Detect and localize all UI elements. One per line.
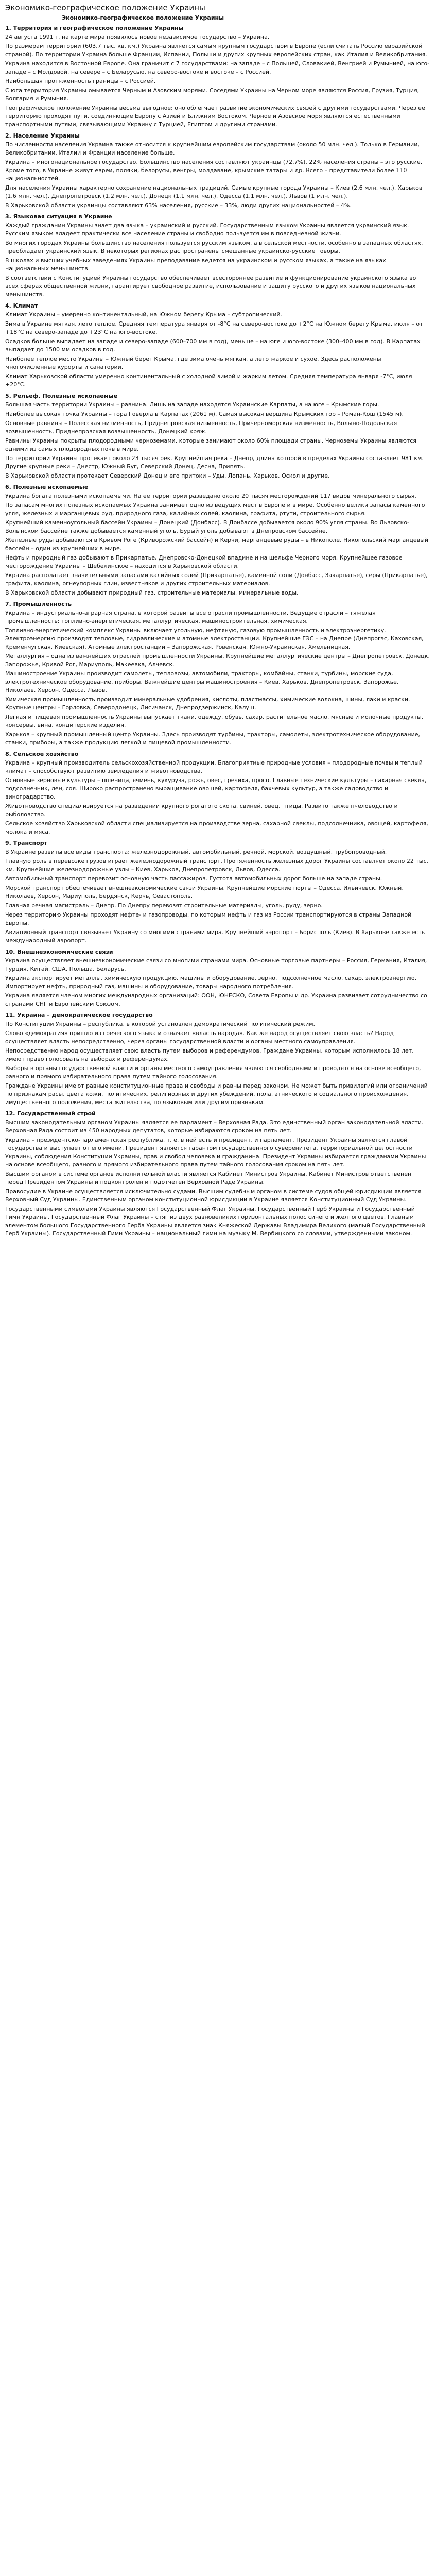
paragraph: Осадков больше выпадает на западе и северо-западе (600–700 мм в год), меньше – на юге и юго-востоке (300–400 мм в год). В Карпатах выпадает до 1500 мм осадков в год. [5,338,421,353]
paragraph: Машиностроение Украины производит самолеты, тепловозы, автомобили, тракторы, комбайны, станки, турбины, морские суда, электротехническое оборудование, приборы. Важнейшие центры машиностроения – Киев, Харьков, Днепропетровск, Запорожье, Николаев, Херсон, Одесса, Львов. [5,670,399,693]
paragraph: Украина находится в Восточной Европе. Она граничит с 7 государствами: на западе – с Польшей, Словакией, Венгрией и Румынией, на юго-западе – с Молдовой, на севере – с Беларусью, на северо-востоке и востоке – с Россией. [5,60,430,75]
document-subtitle: Экономико-географическое положение Украины [62,14,224,21]
paragraph: Для населения Украины характерно сохранение национальных традиций. Самые крупные города Украины – Киев (2,6 млн. чел.), Харьков (1,6 млн. чел.), Днепропетровск (1,2 млн. чел.), Донецк (1,1 млн. чел.), Одесса (1,1 млн. чел.), Львов (1 млн. чел.). [5,184,423,199]
paragraph: Химическая промышленность производит минеральные удобрения, кислоты, пластмассы, химические волокна, шины, лаки и краски. Крупные центры – Горловка, Северодонецк, Лисичанск, Днепродзержинск, Калуш. [5,696,410,711]
paragraph: В Харьковской области украинцы составляют 63% населения, русские – 33%, люди других национальностей – 4%. [5,202,352,209]
paragraph: В Харьковской области добывают природный газ, строительные материалы, минеральные воды. [5,589,299,596]
paragraph: Морской транспорт обеспечивает внешнеэкономические связи Украины. Крупнейшие морские порты – Одесса, Ильичевск, Южный, Николаев, Херсон, Мариуполь, Бердянск, Керчь, Севастополь. [5,885,404,900]
paragraph: Украина экспортирует металлы, химическую продукцию, машины и оборудование, зерно, подсолнечное масло, сахар, электроэнергию. Импортирует нефть, природный газ, машины и оборудование, товары народного потребления. [5,975,417,990]
section-title: 11. Украина – демократическое государство [5,1012,153,1019]
paragraph: По запасам многих полезных ископаемых Украина занимает одно из ведущих мест в Европе и в мире. Особенно велики запасы каменного угля, железных и марганцевых руд, природного газа, калийных солей, каолина, графита, ртути, строительного сырья. [5,502,425,517]
section-title: 6. Полезные ископаемые [5,484,89,490]
section-title: 5. Рельеф. Полезные ископаемые [5,393,118,399]
paragraph: Слово «демократия» пришло из греческого языка и означает «власть народа». Как же народ осуществляет свою власть? Народ осуществляет власть непосредственно, через органы государственной власти и органы местного самоуправления. [5,1030,394,1045]
paragraph: Большая часть территории Украины – равнина. Лишь на западе находятся Украинские Карпаты, а на юге – Крымские горы. [5,401,379,408]
paragraph: Украина – индустриально-аграрная страна, в которой развиты все отрасли промышленности. Ведущие отрасли – тяжелая промышленность: топливно-энергетическая, металлургическая, машиностроительная, химическая. [5,609,376,624]
section-title: 12. Государственный строй [5,1110,96,1117]
paragraph: Климат Харьковской области умеренно континентальный с холодной зимой и жарким летом. Средняя температура января -7°С, июля +20°С. [5,373,412,388]
section [5,393,431,480]
paragraph: Главную роль в перевозке грузов играет железнодорожный транспорт. Протяженность железных дорог Украины составляет около 22 тыс. км. Крупнейшие железнодорожные узлы – Киев, Харьков, Днепропетровск, Львов, Одесса. [5,858,428,873]
paragraph: Климат Украины – умеренно континентальный, на Южном берегу Крыма – субтропический. [5,311,282,318]
paragraph: Топливно-энергетический комплекс Украины включает угольную, нефтяную, газовую промышленность и электроэнергетику. Электроэнергию производят тепловые, гидравлические и атомные электростанции. Крупнейшие ГЭС – на Днепре (Днепрогэс, Каховская, Кременчугская, Киевская). Атомные электростанции – Запорожская, Ровенская, Южно-Украинская, Хмельницкая. [5,627,424,650]
paragraph: Государственными символами Украины являются Государственный Флаг Украины, Государственный Герб Украины и Государственный Гимн Украины. Государственный Флаг Украины – стяг из двух равновеликих горизонтальных полос синего и желтого цветов. Главным элементом большого Государственного Герба Украины является знак Княжеской Державы Владимира Великого (малый Государственный Герб Украины). Государственный Гимн Украины – национальный гимн на музыку М. Вербицкого со словами, утвержденными законом. [5,1206,425,1237]
paragraph: Во многих городах Украины большинство населения пользуется русским языком, а в сельской местности, особенно в западных областях, преобладает украинский язык. В некоторых регионах распространены смешанные украинско-русские говоры. [5,240,423,255]
section [5,25,431,129]
document-page [0,0,436,1244]
paragraph: Украина – крупный производитель сельскохозяйственной продукции. Благоприятные природные условия – плодородные почвы и теплый климат – способствуют развитию земледелия и животноводства. [5,759,423,774]
paragraph: Украина располагает значительными запасами калийных солей (Прикарпатье), каменной соли (Донбасс, Закарпатье), серы (Прикарпатье), графита, каолина, огнеупорных глин, известняков и других строительных материалов. [5,572,428,587]
paragraph: Главная речная магистраль – Днепр. По Днепру перевозят строительные материалы, уголь, руду, зерно. [5,902,323,909]
section [5,751,431,836]
section [5,601,431,747]
paragraph: Харьков – крупный промышленный центр Украины. Здесь производят турбины, тракторы, самолеты, электротехническое оборудование, станки, приборы, а также продукцию легкой и пищевой промышленности. [5,731,420,746]
paragraph: Сельское хозяйство Харьковской области специализируется на производстве зерна, сахарной свеклы, подсолнечника, овощей, картофеля, молока и мяса. [5,820,428,835]
paragraph: Каждый гражданин Украины знает два языка – украинский и русский. Государственным языком Украины является украинский язык. Русским языком владеет практически все население страны и свободно пользуется им в повседневной жизни. [5,222,409,237]
paragraph: В Харьковской области протекает Северский Донец и его притоки – Уды, Лопань, Харьков, Оскол и другие. [5,472,330,479]
paragraph: Выборы в органы государственной власти и органы местного самоуправления являются свободными и проводятся на основе всеобщего, равного и прямого избирательного права путем тайного голосования. [5,1065,421,1080]
paragraph: По размерам территории (603,7 тыс. кв. км.) Украина является самым крупным государством в Европе (если считать Россию евразийской страной). По территории Украина больше Франции, Испании, Польши и других крупных европейских стран, как Италия и Великобритания. [5,43,427,58]
section-title: 4. Климат [5,302,38,309]
paragraph: В соответствии с Конституцией Украины государство обеспечивает всестороннее развитие и функционирование украинского языка во всех сферах общественной жизни, гарантирует свободное развитие, использование и защиту русского и других языков национальных меньшинств. [5,275,416,298]
paragraph: Зима в Украине мягкая, лето теплое. Средняя температура января от -8°С на северо-востоке до +2°С на Южном берегу Крыма, июля – от +18°С на северо-западе до +23°С на юго-востоке. [5,320,423,335]
section-title: 3. Языковая ситуация в Украине [5,213,112,220]
paragraph: Непосредственно народ осуществляет свою власть путем выборов и референдумов. Граждане Украины, которым исполнилось 18 лет, имеют право голосовать на выборах и референдумах. [5,1047,414,1062]
section [5,948,431,1008]
section [5,1012,431,1107]
paragraph: Наибольшая протяженность границы – с Россией. [5,78,156,84]
section-title: 7. Промышленность [5,601,72,607]
paragraph: Автомобильный транспорт перевозит основную часть пассажиров. Густота автомобильных дорог больше на западе страны. [5,875,382,882]
paragraph: В Украине развиты все виды транспорта: железнодорожный, автомобильный, речной, морской, воздушный, трубопроводный. [5,849,387,855]
section [5,302,431,389]
paragraph: Нефть и природный газ добывают в Прикарпатье, Днепровско-Донецкой впадине и на шельфе Черного моря. Крупнейшее газовое месторождение Украины – Шебелинское – находится в Харьковской области. [5,554,403,569]
paragraph: Украина богата полезными ископаемыми. На ее территории разведано около 20 тысяч месторождений 117 видов минерального сырья. [5,493,416,499]
paragraph: Украина является членом многих международных организаций: ООН, ЮНЕСКО, Совета Европы и др. Украина развивает сотрудничество со странами СНГ и Европейским Союзом. [5,992,427,1007]
paragraph: Железные руды добываются в Кривом Роге (Криворожский бассейн) и Керчи, марганцевые руды – в Никополе. Никопольский марганцевый бассейн – один из крупнейших в мире. [5,537,428,552]
section-title: 1. Территория и географическое положение Украины [5,25,184,31]
paragraph: Украина осуществляет внешнеэкономические связи со многими странами мира. Основные торговые партнеры – Россия, Германия, Италия, Турция, Китай, США, Польша, Беларусь. [5,957,427,972]
paragraph: Основные зерновые культуры – пшеница, ячмень, кукуруза, рожь, овес, гречиха, просо. Главные технические культуры – сахарная свекла, подсолнечник, лен, соя. Широко распространено выращивание овощей, картофеля, бахчевых культур, а также садоводство и виноградарство. [5,777,427,800]
paragraph: 24 августа 1991 г. на карте мира появилось новое независимое государство – Украина. [5,33,270,40]
section [5,1110,431,1238]
section [5,840,431,945]
paragraph: Через территорию Украины проходят нефте- и газопроводы, по которым нефть и газ из России транспортируются в страны Западной Европы. [5,911,412,926]
section-title: 2. Население Украины [5,132,80,139]
document-title: Экономико-географическое положение Украины [5,3,205,12]
section [5,484,431,597]
paragraph: Наиболее теплое место Украины – Южный берег Крыма, где зима очень мягкая, а лето жаркое и сухое. Здесь расположены многочисленные курорты и санатории. [5,355,381,370]
section-title: 9. Транспорт [5,840,47,846]
paragraph: Украина – президентско-парламентская республика, т. е. в ней есть и президент, и парламент. Президент Украины является главой государства и выступает от его имени. Президент является гарантом государственного суверенитета, территориальной целостности Украины, соблюдения Конституции Украины, прав и свобод человека и гражданина. Президент Украины избирается гражданами Украины на основе всеобщего, равного и прямого избирательного права путем тайного голосования сроком на пять лет. [5,1137,426,1168]
paragraph: Основные равнины – Полесская низменность, Приднепровская низменность, Причерноморская низменность, Волыно-Подольская возвышенность, Приднепровская возвышенность, Донецкий кряж. [5,420,397,435]
paragraph: Граждане Украины имеют равные конституционные права и свободы и равны перед законом. Не может быть привилегий или ограничений по признакам расы, цвета кожи, политических, религиозных и других убеждений, пола, этнического и социального происхождения, имущественного положения, места жительства, по языковым или другим признакам. [5,1082,428,1106]
sections-container [5,25,431,1238]
paragraph: Наиболее высокая точка Украины – гора Говерла в Карпатах (2061 м). Самая высокая вершина Крымских гор – Роман-Кош (1545 м). [5,411,404,417]
section-title: 8. Сельское хозяйство [5,751,79,757]
paragraph: По территории Украины протекает около 23 тысяч рек. Крупнейшая река – Днепр, длина которой в пределах Украины составляет 981 км. Другие крупные реки – Днестр, Южный Буг, Северский Донец, Десна, Припять. [5,455,424,470]
paragraph: По численности населения Украина также относится к крупнейшим европейским государствам (около 50 млн. чел.). Только в Германии, Великобритании, Италии и Франции население больше. [5,141,420,156]
section-title: 10. Внешнеэкономические связи [5,948,113,955]
paragraph: По Конституции Украины – республика, в которой установлен демократический политический режим. [5,1021,316,1027]
paragraph: Высшим законодательным органом Украины является ее парламент – Верховная Рада. Это единственный орган законодательной власти. Верховная Рада состоит из 450 народных депутатов, которые избираются сроком на пять лет. [5,1119,424,1134]
paragraph: Металлургия – одна из важнейших отраслей промышленности Украины. Крупнейшие металлургические центры – Днепропетровск, Донецк, Запорожье, Кривой Рог, Мариуполь, Макеевка, Алчевск. [5,653,430,668]
paragraph: Животноводство специализируется на разведении крупного рогатого скота, свиней, овец, птицы. Развито также пчеловодство и рыболовство. [5,803,398,818]
paragraph: Высшим органом в системе органов исполнительной власти является Кабинет Министров Украины. Кабинет Министров ответственен перед Президентом Украины и подконтролен и подотчетен Верховной Раде Украины. [5,1171,412,1185]
paragraph: Украина – многонациональное государство. Большинство населения составляют украинцы (72,7%). 22% населения страны – это русские. Кроме того, в Украине живут евреи, поляки, белорусы, венгры, молдаване, крымские татары и др. Всего – представители более 110 национальностей. [5,159,423,182]
paragraph: Крупнейший каменноугольный бассейн Украины – Донецкий (Донбасс). В Донбассе добывается около 90% угля страны. Во Львовско-Волынском бассейне также добывается каменный уголь. Бурый уголь добывают в Днепровском бассейне. [5,519,410,534]
section [5,213,431,299]
paragraph: Географическое положение Украины весьма выгодное: оно облегчает развитие экономических связей с другими государствами. Через ее территорию проходят пути, соединяющие Европу с Азией и Ближним Востоком. Черное и Азовское моря являются естественными транспортными путями, связывающими Украину с Турцией, Египтом и другими странами. [5,105,425,128]
paragraph: С юга территория Украины омывается Черным и Азовским морями. Соседями Украины на Черном море являются Россия, Грузия, Турция, Болгария и Румыния. [5,87,420,102]
section [5,132,431,210]
paragraph: Правосудие в Украине осуществляется исключительно судами. Высшим судебным органом в системе судов общей юрисдикции является Верховный Суд Украины. Единственным органом конституционной юрисдикции в Украине является Конституционный Суд Украины. [5,1188,422,1203]
paragraph: Авиационный транспорт связывает Украину со многими странами мира. Крупнейший аэропорт – Борисполь (Киев). В Харькове также есть международный аэропорт. [5,929,425,944]
paragraph: Легкая и пищевая промышленность Украины выпускает ткани, одежду, обувь, сахар, растительное масло, мясные и молочные продукты, консервы, вина, кондитерские изделия. [5,714,424,728]
paragraph: В школах и высших учебных заведениях Украины преподавание ведется на украинском и русском языках, а также на языках национальных меньшинств. [5,257,386,272]
paragraph: Равнины Украины покрыты плодородными черноземами, которые занимают около 60% площади страны. Черноземы Украины являются одними из самых плодородных почв в мире. [5,437,416,452]
